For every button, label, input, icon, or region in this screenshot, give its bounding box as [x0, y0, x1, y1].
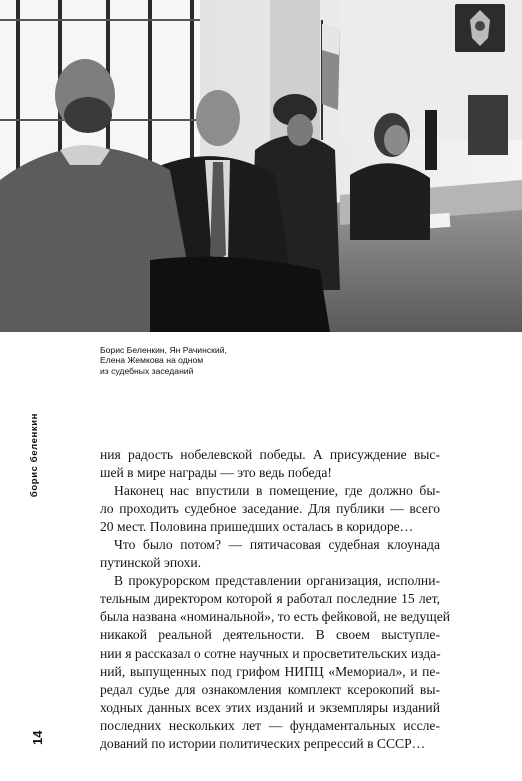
courtroom-photo-illustration — [0, 0, 522, 332]
text-line: редал судье для ознакомления комплект ксерокопий вы- — [100, 681, 440, 697]
text-line: В прокурорском представлении организация, исполни- — [114, 573, 440, 589]
text-line: Наконец нас впустили в помещение, где должно бы- — [114, 483, 440, 499]
text-line: ния радость нобелевской победы. А присуждение выс- — [100, 447, 440, 462]
caption-line: Борис Беленкин, Ян Рачинский, — [100, 345, 227, 355]
text-line: нии я рассказал о сотне научных и просветительских изда- — [100, 645, 441, 661]
text-line: тельным директором которой я работал последние 15 лет, — [100, 591, 440, 607]
text-line: ло проходить судебное заседание. Для публики — всего — [100, 501, 440, 517]
text-line: была названа «номинальной», то есть фейковой, не ведущей — [100, 609, 451, 625]
caption-line: Елена Жемкова на одном — [100, 355, 204, 366]
text-line: дований по истории политических репрессий в СССР… — [100, 735, 426, 751]
running-head-author: борис беленкин — [29, 413, 40, 498]
text-line: 20 мест. Половина пришедших осталась в коридоре… — [100, 519, 414, 535]
text-line: Что было потом? — пятичасовая судебная клоунада — [114, 537, 440, 553]
text-line: ходных данных всех этих изданий и экземпляры изданий — [100, 699, 440, 715]
body-text — [100, 446, 451, 753]
text-line: шей в мире награды — это ведь победа! — [100, 465, 332, 481]
text-line: ний, выпущенных под грифом НИПЦ «Мемориал», и пе- — [100, 663, 440, 679]
page-number: 14 — [30, 730, 45, 745]
photo-caption — [100, 345, 300, 376]
text-line: никакой реальной деятельности. В своем выступле- — [100, 627, 440, 643]
caption-line: из судебных заседаний — [100, 365, 194, 376]
text-line: последних нескольких лет — фундаментальных иссле- — [100, 717, 440, 733]
courtroom-photo — [0, 0, 522, 332]
text-line: путинской эпохи. — [100, 555, 202, 571]
